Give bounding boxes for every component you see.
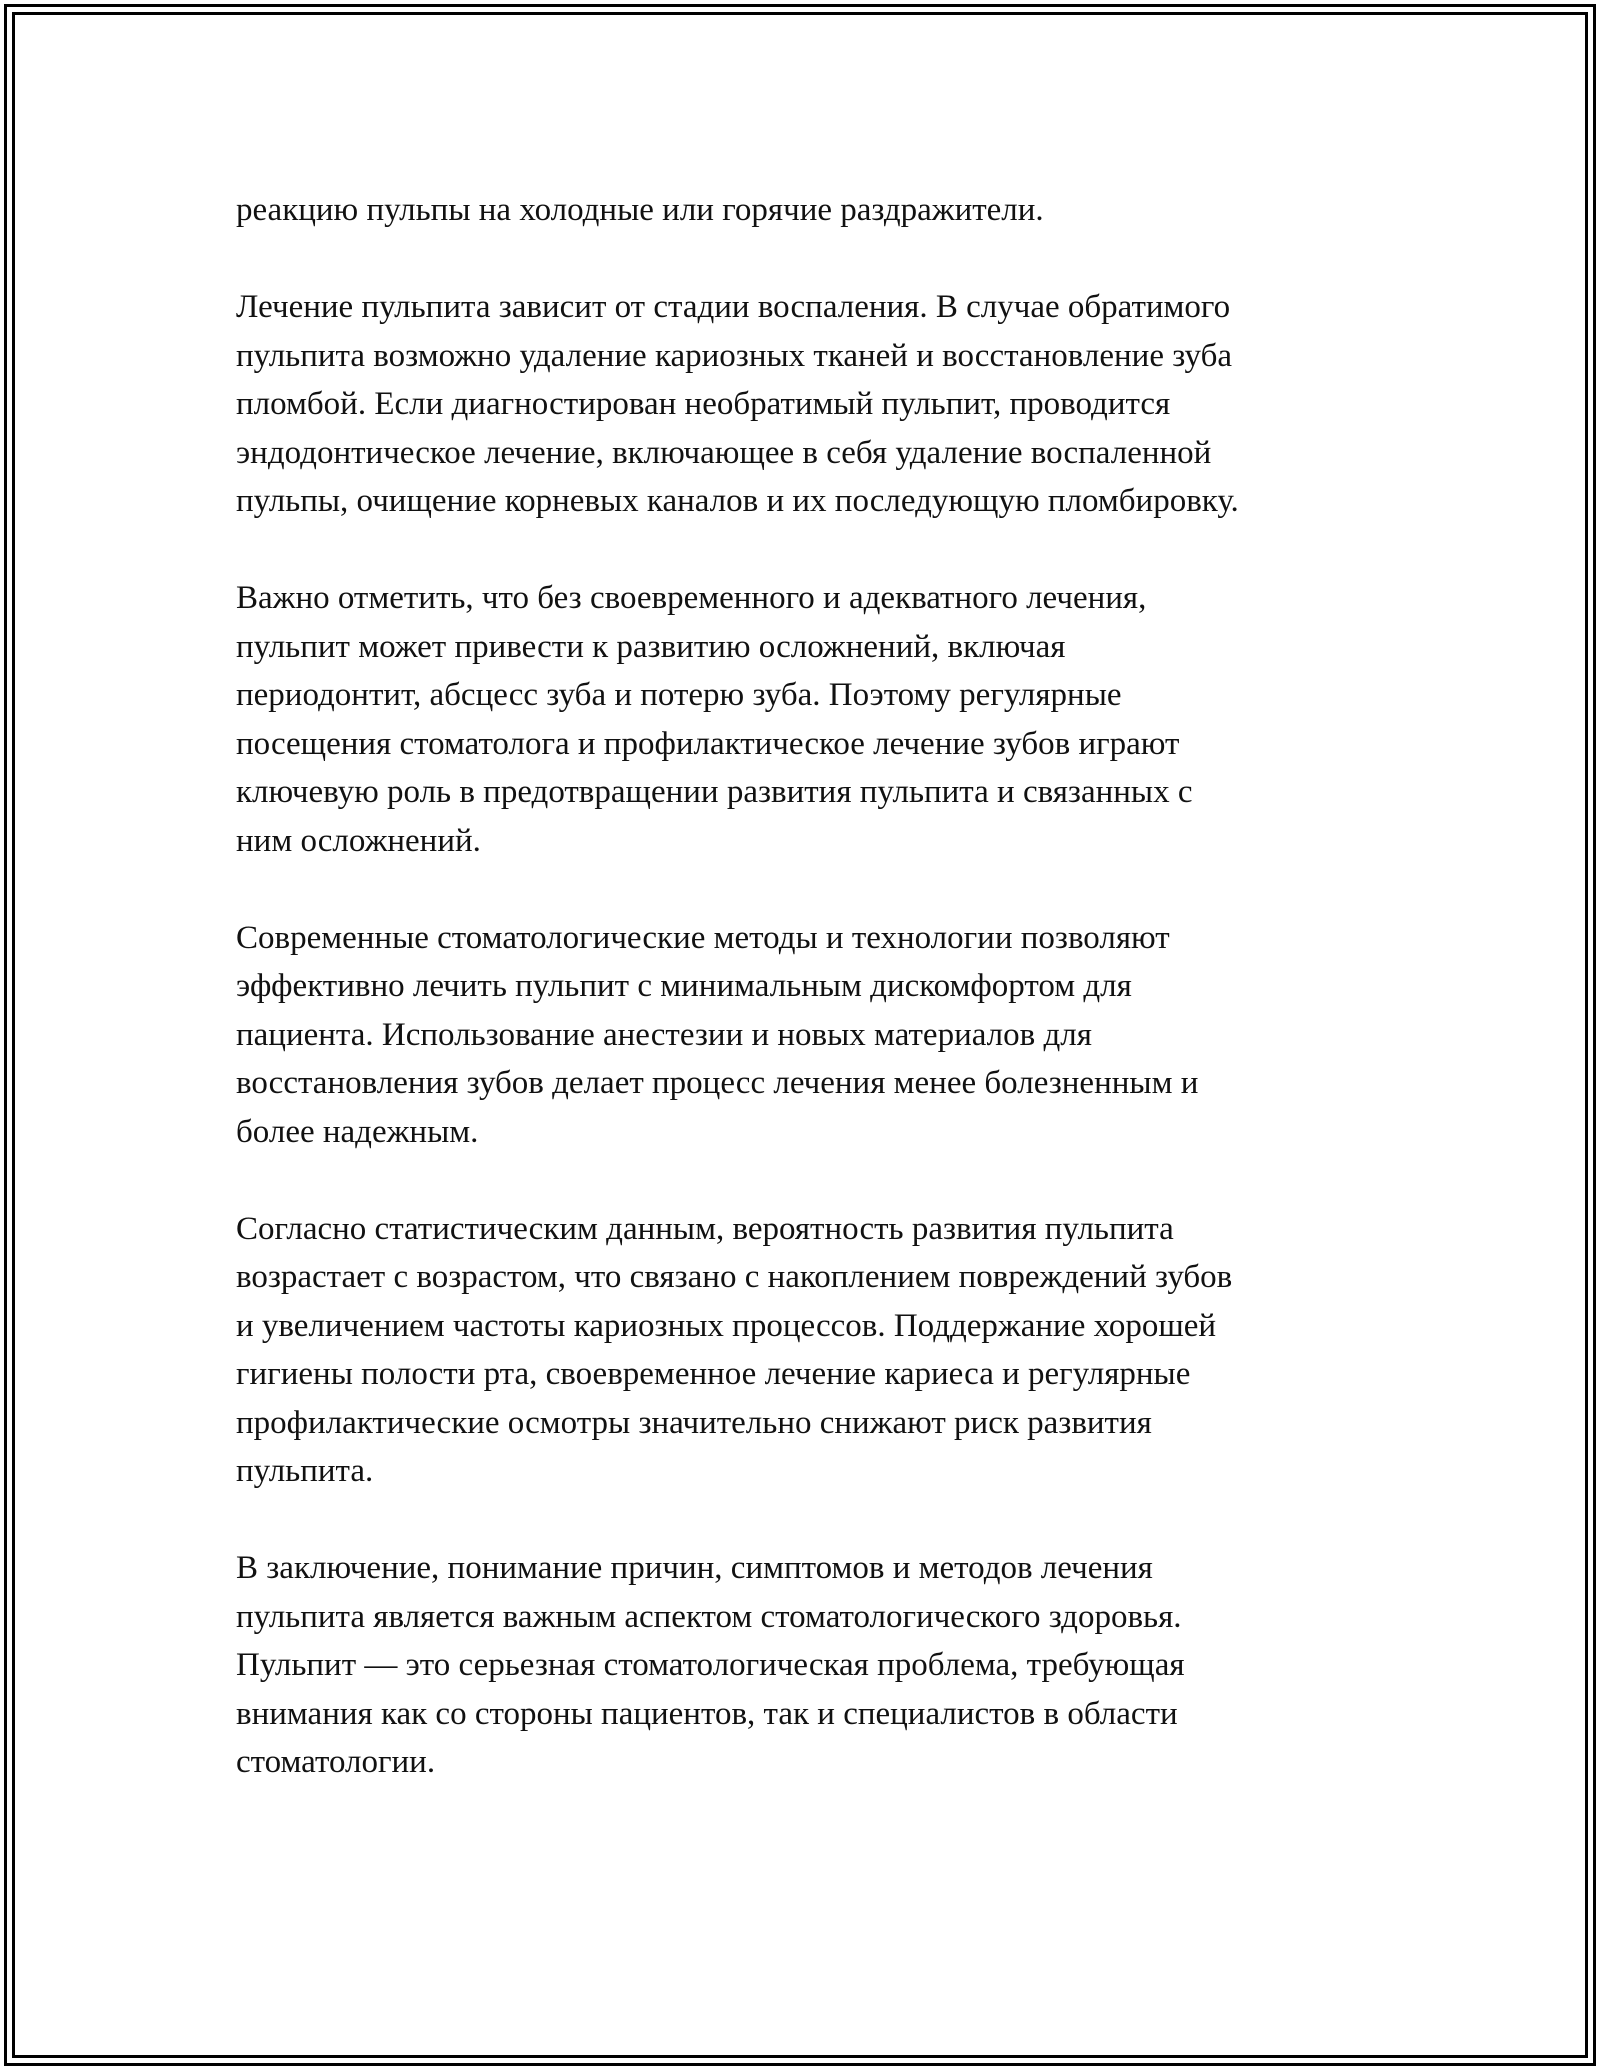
paragraph-6: В заключение, понимание причин, симптомов и методов лечения пульпита является важным аспектом стоматологического здоровья. Пульпит — это серьезная стоматологическая проблема, требующая внимания как со стороны пациентов, так и специалистов в области стоматологии. [236,1550,1185,1780]
paragraph-2: Лечение пульпита зависит от стадии воспаления. В случае обратимого пульпита возможно удаление кариозных тканей и восстановление зуба пломбой. Если диагностирован необратимый пульпит, проводится эндодонтическое лечение, включающее в себя удаление воспаленной пульпы, очищение корневых каналов и их последующую пломбировку. [236,289,1239,519]
paragraph-5: Согласно статистическим данным, вероятность развития пульпита возрастает с возрастом, что связано с накоплением повреждений зубов и увеличением частоты кариозных процессов. Поддержание хорошей гигиены полости рта, своевременное лечение кариеса и регулярные профилактические осмотры значительно снижают риск развития пульпита. [236,1210,1233,1489]
paragraph-3: Важно отметить, что без своевременного и адекватного лечения, пульпит может привести к развитию осложнений, включая периодонтит, абсцесс зуба и потерю зуба. Поэтому регулярные посещения стоматолога и профилактическое лечение зубов играют ключевую роль в предотвращении развития пульпита и связанных с ним осложнений. [236,580,1193,859]
paragraph-1: реакцию пульпы на холодные или горячие раздражители. [236,192,1044,228]
paragraph-4: Современные стоматологические методы и технологии позволяют эффективно лечить пульпит с минимальным дискомфортом для пациента. Использование анестезии и новых материалов для восстановления зубов делает процесс лечения менее болезненным и более надежным. [236,919,1199,1150]
document-body [236,186,1436,1835]
